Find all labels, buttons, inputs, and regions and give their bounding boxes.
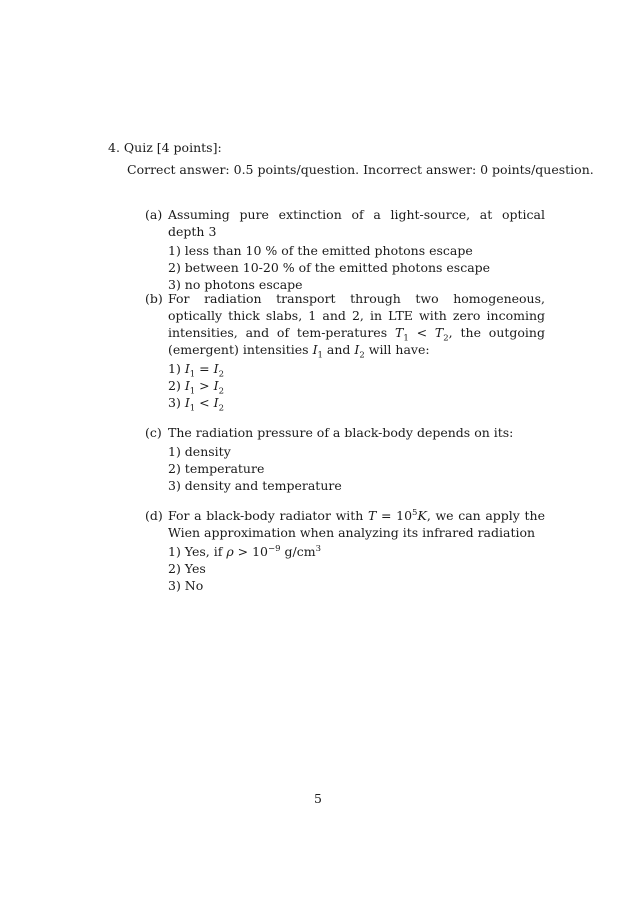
options-list: [168, 242, 545, 293]
option-2: 2) Yes: [168, 561, 206, 576]
option-3: 3) no photons escape: [168, 277, 303, 292]
option-3: 3) density and temperature: [168, 478, 342, 493]
question-text: For radiation transport through two homogeneous, optically thick slabs, 1 and 2, in LTE with zero incoming intensities, and of tem-peratures $T_1 < T_2$, the outgoing (emergent) intensities $I_1$ and $I_2$ will have:: [168, 291, 545, 361]
option-1: 1) Yes, if $\rho > 10^{-9}$ $g/cm^3$: [168, 543, 322, 559]
options-list: [168, 543, 545, 594]
page-number: 5: [314, 791, 322, 806]
question-b: [145, 290, 545, 414]
question-text: The radiation pressure of a black-body depends on its:: [168, 425, 514, 440]
options-list: [168, 360, 545, 414]
question-a: [145, 206, 545, 293]
question-label: (d): [145, 508, 163, 523]
question-label: (b): [145, 291, 163, 306]
option-1: 1) density: [168, 444, 231, 459]
scoring-rules: Correct answer: 0.5 points/question. Incorrect answer: 0 points/question.: [127, 162, 594, 177]
option-3: 3) $I_1 < I_2$: [168, 395, 224, 414]
options-list: [168, 443, 545, 494]
question-d: [145, 507, 545, 594]
option-3: 3) No: [168, 578, 204, 593]
option-2: 2) $I_1 > I_2$: [168, 378, 224, 397]
question-c: [145, 424, 545, 494]
option-2: 2) between 10-20 % of the emitted photons escape: [168, 260, 491, 275]
option-1: 1) $I_1 = I_2$: [168, 361, 224, 380]
question-label: (a): [145, 207, 163, 222]
question-label: (c): [145, 425, 162, 440]
option-2: 2) temperature: [168, 461, 265, 476]
question-text: Assuming pure extinction of a light-source, at optical depth 3: [168, 207, 545, 239]
quiz-title: 4. Quiz [4 points]:: [108, 140, 222, 155]
question-text: For a black-body radiator with $T = 10^5K$, we can apply the Wien approximation when analyzing its infrared radiation: [168, 507, 545, 540]
option-1: 1) less than 10 % of the emitted photons escape: [168, 243, 473, 258]
